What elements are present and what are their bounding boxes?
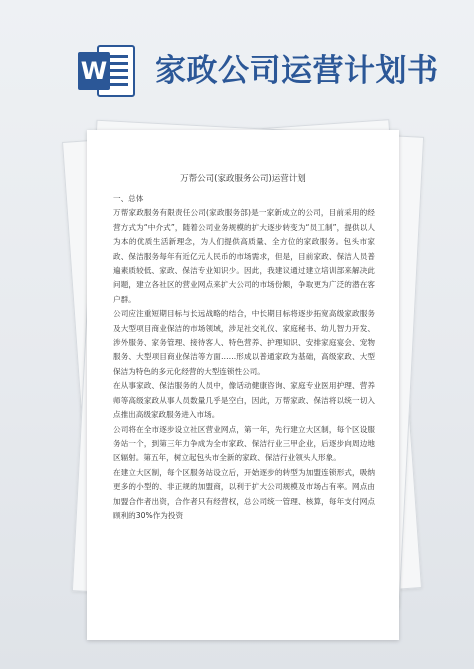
document-body bbox=[113, 192, 375, 523]
word-icon-letter: W bbox=[80, 57, 108, 85]
word-document-icon bbox=[76, 40, 138, 102]
document-page bbox=[87, 130, 399, 640]
paragraph: 万帮家政服务有限责任公司(家政服务部)是一家新成立的公司，目前采用的经营方式为“中介式”，随着公司业务规模的扩大逐步转变为“员工制”，提供以人为本的优质生活新理念，为人们提供高质量、全方位的家政服务。包头市家政、保洁服务每年有近亿元人民币的市场需求，但是，目前家政、保洁人员普遍素质较低、家政、保洁专业知识少。因此，我建议通过建立培训部来解决此问题，建立各社区的营业网点来扩大公司的市场份额，争取更为广泛的潜在客户群。 bbox=[113, 208, 375, 304]
paragraph: 公司将在全市逐步设立社区营业网点，第一年，先行建立大区制，每个区设服务站一个，到第三年力争成为全市家政、保洁行业三甲企业，后逐步向周边地区辐射。第五年，树立起包头市全新的家政、保洁行业领头人形象。 bbox=[113, 424, 375, 463]
paragraph: 在从事家政、保洁服务的人员中，像话动健康咨询、家庭专业医用护理、营养师等高级家政从事人员数量几乎是空白，因此，万帮家政、保洁将以统一切入点推出高级家政服务进入市场。 bbox=[113, 381, 375, 420]
page-title: 家政公司运营计划书 bbox=[155, 53, 439, 89]
paragraph: 公司应注重短期目标与长远战略的结合，中长期目标将逐步拓宽高级家政服务及大型项目商业保洁的市场领域，涉足社交礼仪、家庭秘书、幼儿智力开发、涉外服务、家务管理、接待客人、特色营养、护理知识、安排家庭宴会、宠物服务、大型项目商业保洁等方面……形成以普通家政为基础，高级家政、大型保洁为特色的多元化经营的大型连锁性公司。 bbox=[113, 309, 375, 376]
paragraph: 在建立大区制，每个区服务站设立后，开始逐步的转型为加盟连锁形式，吸纳更多的小型的、非正规的加盟商，以利于扩大公司规模及市场占有率。网点由加盟合作者出资，合作者只有经营权，总公司统一管理、核算，每年支付网点顾利的30%作为投资 bbox=[113, 467, 375, 520]
document-title: 万帮公司(家政服务公司)运营计划 bbox=[180, 174, 306, 184]
section-heading: 一、总体 bbox=[113, 194, 144, 203]
